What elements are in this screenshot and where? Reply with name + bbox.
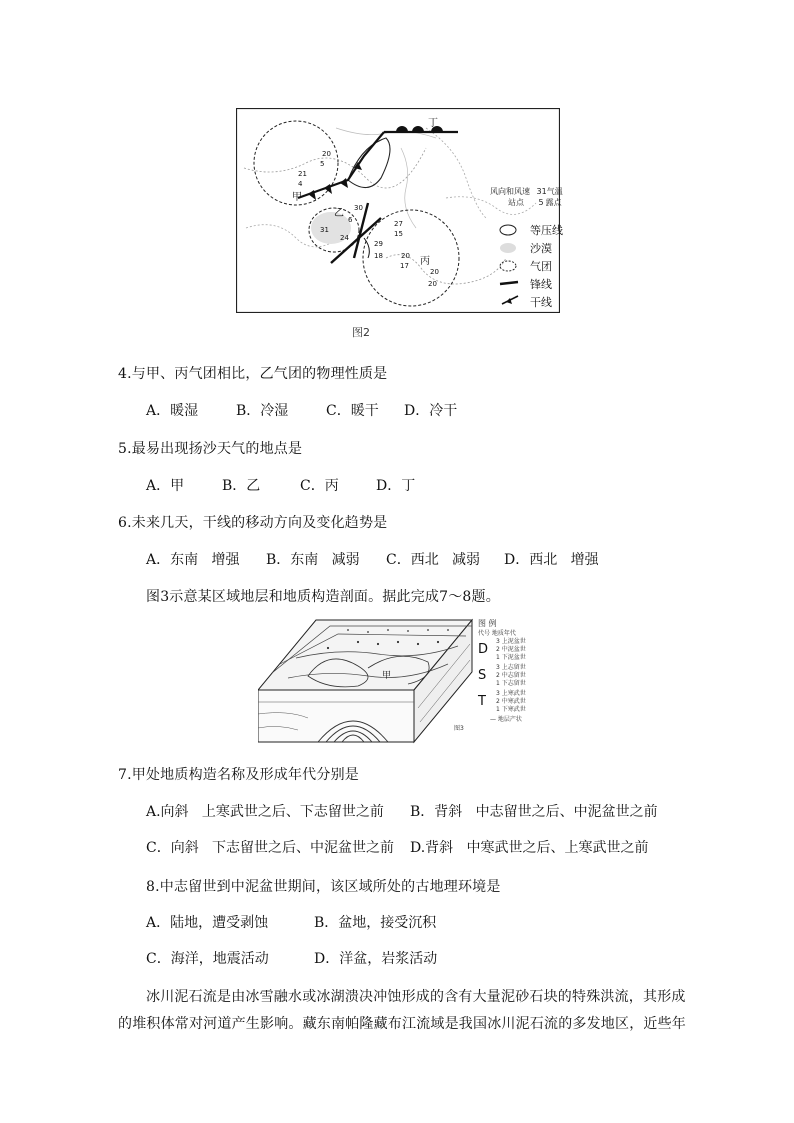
legend-symbol: S: [478, 668, 487, 683]
weather-map-figure: [236, 108, 560, 313]
option-d[interactable]: D．洋盆，岩浆活动: [314, 951, 438, 967]
option-a[interactable]: A．东南 增强: [146, 552, 240, 568]
option-b[interactable]: B．冷湿: [236, 403, 289, 419]
option-d[interactable]: D.背斜 中寒武世之后、上寒武世之前: [410, 840, 649, 856]
figure2-caption: 图2: [352, 326, 370, 339]
station-value: 6: [348, 216, 353, 224]
option-c[interactable]: C．西北 减弱: [386, 552, 481, 568]
station-value: 20: [401, 252, 410, 260]
passage-line-1: 冰川泥石流是由冰雪融水或冰湖溃决冲蚀形成的含有大量泥砂石块的特殊洪流，其形成: [146, 989, 686, 1005]
option-a[interactable]: A．暖湿: [146, 403, 199, 419]
question-5: 5.最易出现扬沙天气的地点是: [118, 441, 303, 457]
question-8: 8.中志留世到中泥盆世期间，该区域所处的古地理环境是: [146, 879, 501, 895]
station-value: 27: [394, 220, 403, 228]
station-value: 31: [320, 226, 329, 234]
station-legend: 风向和风速 31气温 站点 5 露点: [490, 187, 563, 207]
question-text: 甲处地质构造名称及形成年代分别是: [131, 767, 359, 783]
question-text: 与甲、丙气团相比，乙气团的物理性质是: [131, 366, 388, 382]
question-4: 4.与甲、丙气团相比，乙气团的物理性质是: [118, 366, 388, 382]
legend-group-d: D 3 上泥盆世 2 中泥盆世 1 下泥盆世: [478, 638, 526, 661]
option-b[interactable]: B．盆地，接受沉积: [314, 915, 437, 931]
legend-dryline: 干线: [530, 296, 552, 309]
station-value: 20: [428, 280, 437, 288]
option-c[interactable]: C．丙: [300, 478, 339, 494]
label-jia: 甲: [292, 192, 302, 203]
label-jia: 甲: [382, 671, 392, 681]
station-value: 20: [322, 150, 331, 158]
legend-group-t: T 3 上寒武世 2 中寒武世 1 下寒武世: [478, 690, 526, 713]
legend-header: 代号 地质年代: [478, 630, 516, 637]
legend-airmass: 气团: [530, 260, 552, 273]
station-value: 24: [340, 234, 349, 242]
question-6: 6.未来几天，干线的移动方向及变化趋势是: [118, 515, 388, 531]
label-yi: 乙: [334, 208, 344, 219]
label-ding: 丁: [428, 118, 438, 129]
label-bing: 丙: [420, 256, 430, 267]
station-value: 18: [374, 252, 383, 260]
legend-group-s: S 3 上志留世 2 中志留世 1 下志留世: [478, 664, 526, 687]
station-legend-label: 风向和风速: [490, 187, 530, 196]
station-value: 21: [298, 170, 307, 178]
passage-line-2: 的堆积体常对河道产生影响。藏东南帕隆藏布江流域是我国冰川泥石流的多发地区，近些年: [118, 1016, 686, 1032]
legend-title: 图 例: [478, 619, 497, 628]
option-a[interactable]: A．甲: [146, 478, 185, 494]
option-c[interactable]: C．暖干: [326, 403, 379, 419]
geology-block-figure: [258, 618, 474, 744]
option-a[interactable]: A．陆地，遭受剥蚀: [146, 915, 269, 931]
option-d[interactable]: D．丁: [376, 478, 416, 494]
option-d[interactable]: D．西北 增强: [504, 552, 599, 568]
figure3-intro: 图3示意某区域地层和地质构造剖面。据此完成7～8题。: [146, 589, 500, 605]
figure3-legend: [478, 620, 550, 724]
option-c[interactable]: C．海洋，地震活动: [146, 951, 269, 967]
legend-isobar: 等压线: [530, 224, 563, 237]
legend-desert: 沙漠: [530, 242, 552, 255]
option-a[interactable]: A.向斜 上寒武世之后、下志留世之前: [146, 804, 384, 820]
station-value: 17: [400, 262, 409, 270]
option-c[interactable]: C．向斜 下志留世之后、中泥盆世之前: [146, 840, 395, 856]
option-b[interactable]: B．乙: [222, 478, 261, 494]
question-text: 最易出现扬沙天气的地点是: [131, 441, 303, 457]
question-7: 7.甲处地质构造名称及形成年代分别是: [118, 767, 359, 783]
legend-front: 锋线: [530, 278, 552, 291]
legend-symbol: D: [478, 642, 489, 657]
station-value: 30: [354, 204, 363, 212]
option-d[interactable]: D．冷干: [404, 403, 458, 419]
figure3-caption: 图3: [454, 725, 464, 732]
legend-footer: — 地层产状: [490, 716, 522, 723]
station-value: 5: [320, 160, 325, 168]
station-value: 29: [374, 240, 383, 248]
question-text: 中志留世到中泥盆世期间，该区域所处的古地理环境是: [159, 879, 501, 895]
station-value: 4: [298, 180, 303, 188]
legend-symbol: T: [478, 694, 486, 709]
station-value: 15: [394, 230, 403, 238]
question-text: 未来几天，干线的移动方向及变化趋势是: [131, 515, 388, 531]
option-b[interactable]: B．背斜 中志留世之后、中泥盆世之前: [410, 804, 658, 820]
option-b[interactable]: B．东南 减弱: [266, 552, 360, 568]
station-value: 20: [430, 268, 439, 276]
